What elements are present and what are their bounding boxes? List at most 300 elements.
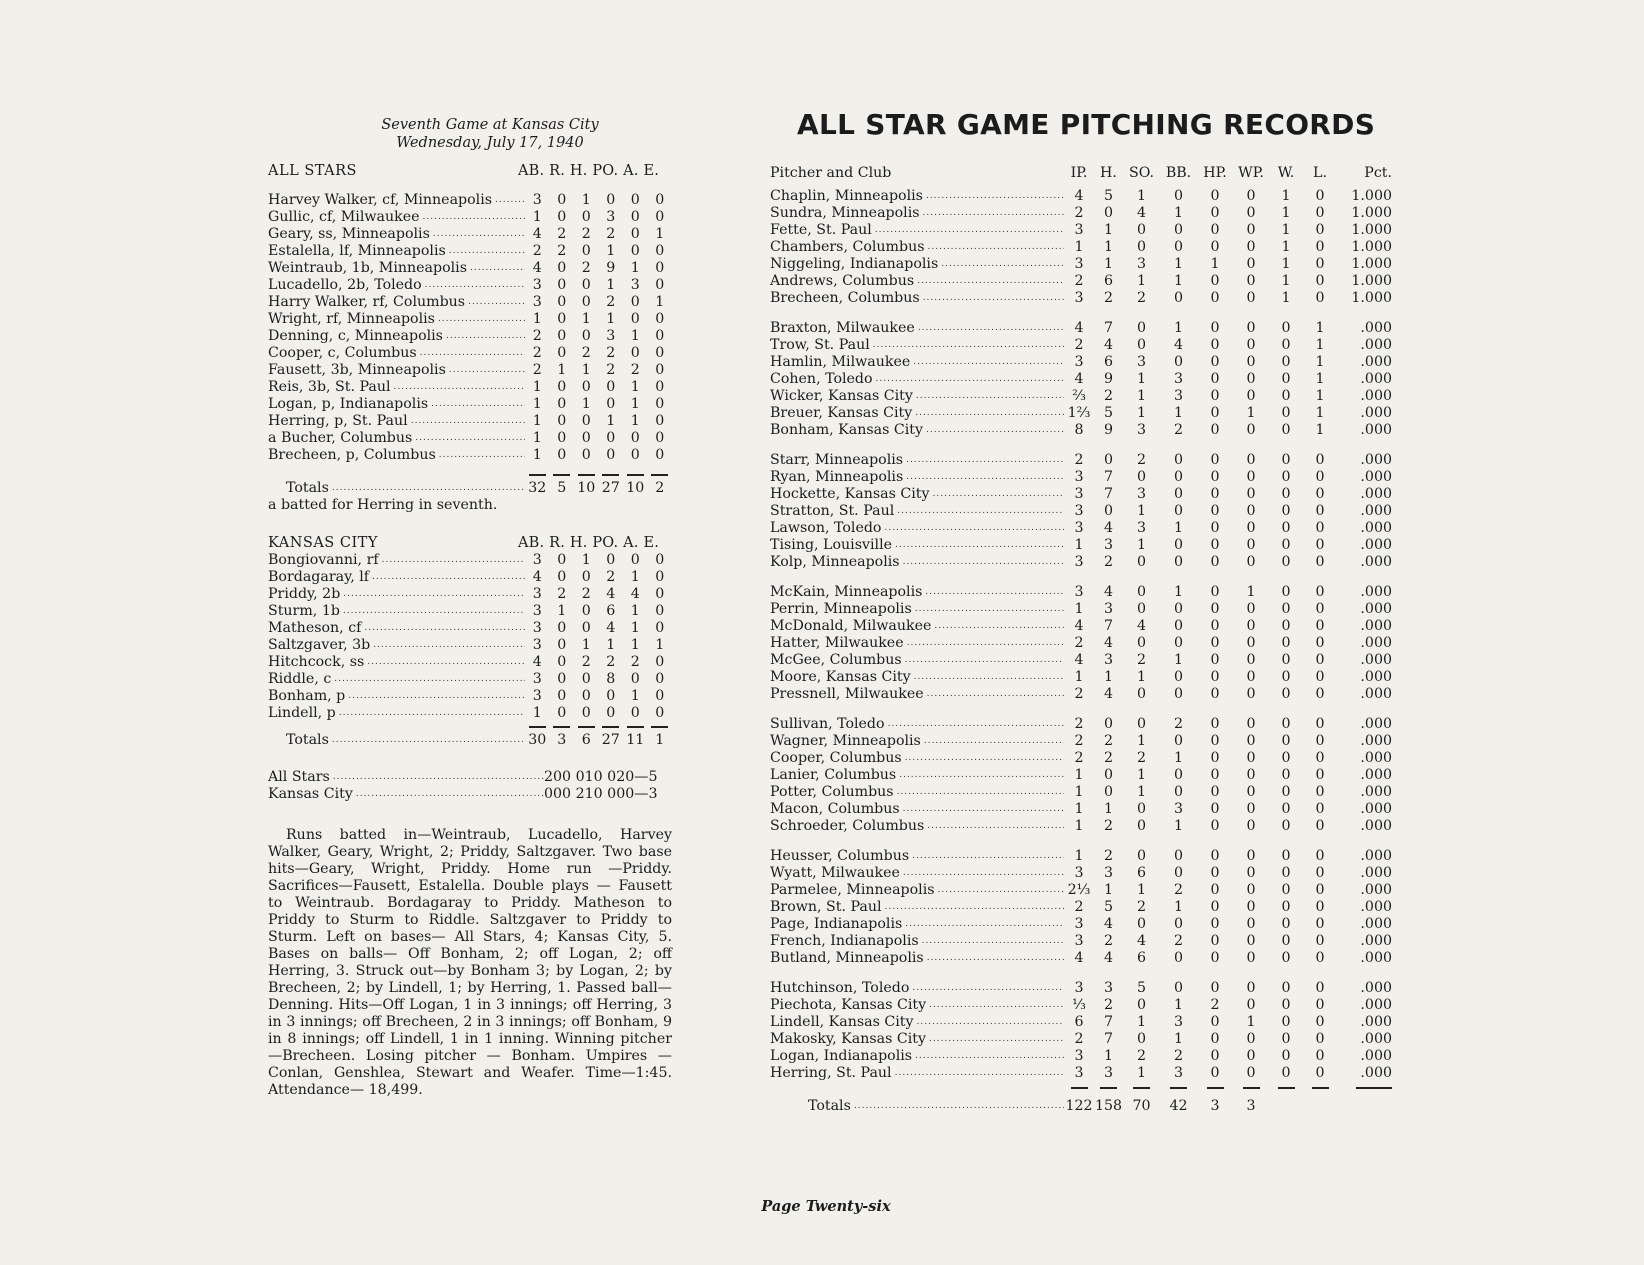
stat-h: 0 (581, 209, 591, 225)
stat-h: 5 (1103, 899, 1114, 915)
totals-cell (268, 480, 525, 497)
player-cell (268, 345, 525, 362)
stat-wp: 0 (1246, 899, 1256, 915)
inning-score: 000 210 000—3 (544, 786, 658, 802)
stat-h: 0 (581, 705, 591, 721)
stat-bb: 2 (1173, 933, 1184, 949)
stat-hp: 0 (1210, 899, 1220, 915)
leader-dots (370, 637, 525, 654)
leader-dots (894, 503, 1064, 520)
stat-w: 0 (1281, 818, 1291, 834)
player-name: a Bucher, Columbus (268, 430, 413, 446)
pitcher-cell (770, 273, 1064, 290)
pitcher-cell (770, 1031, 1064, 1048)
stat-so: 3 (1136, 520, 1147, 536)
stat-e: 0 (655, 552, 665, 568)
pitcher-name: Wyatt, Milwaukee (770, 865, 900, 881)
leader-dots (926, 997, 1064, 1014)
pitcher-name: Braxton, Milwaukee (770, 320, 915, 336)
pitcher-name: Logan, Indianapolis (770, 1048, 913, 1064)
stat-l: 0 (1315, 554, 1325, 570)
pitcher-row (770, 980, 1402, 997)
header-pct: Pct. (1364, 165, 1392, 181)
pitcher-row (770, 733, 1402, 750)
stat-r: 0 (557, 294, 567, 310)
pitcher-row (770, 916, 1402, 933)
stat-e: 0 (655, 379, 665, 395)
stat-r: 0 (557, 209, 567, 225)
leader-dots (435, 311, 525, 328)
stat-l: 0 (1315, 222, 1325, 238)
stat-l: 0 (1315, 801, 1325, 817)
stat-r: 0 (557, 447, 567, 463)
pitcher-row (770, 865, 1402, 882)
stat-w: 0 (1281, 950, 1291, 966)
player-cell (268, 226, 525, 243)
stat-h: 2 (1103, 933, 1114, 949)
stat-ab: 2 (532, 362, 542, 378)
stat-hp: 2 (1210, 997, 1220, 1013)
stat-w: 0 (1281, 405, 1291, 421)
stat-wp: 0 (1246, 1065, 1256, 1081)
stat-e: 0 (655, 396, 665, 412)
leader-dots (412, 430, 525, 447)
stat-w: 1 (1281, 273, 1291, 289)
total-e: 1 (655, 732, 665, 748)
header-h: H. (1100, 165, 1117, 181)
stat-hp: 0 (1210, 371, 1220, 387)
stat-so: 1 (1136, 784, 1147, 800)
stat-h: 2 (581, 260, 591, 276)
leader-dots (903, 452, 1064, 469)
stat-so: 0 (1136, 848, 1147, 864)
stat-ip: 1 (1074, 818, 1084, 834)
stat-so: 0 (1136, 239, 1147, 255)
pitcher-name: Wicker, Kansas City (770, 388, 913, 404)
total-a: 11 (626, 732, 645, 748)
stat-ab: 3 (532, 294, 542, 310)
stat-wp: 0 (1246, 865, 1256, 881)
stat-pct: .000 (1360, 950, 1392, 966)
batting-row (268, 603, 672, 620)
stat-bb: 3 (1173, 1065, 1184, 1081)
stat-r: 2 (557, 586, 567, 602)
stat-a: 3 (630, 277, 640, 293)
header-pitcher: Pitcher and Club (770, 165, 892, 181)
stat-hp: 0 (1210, 601, 1220, 617)
stat-po: 3 (606, 328, 616, 344)
stat-w: 0 (1281, 767, 1291, 783)
stat-bb: 0 (1173, 239, 1184, 255)
stat-so: 1 (1136, 503, 1147, 519)
batting-row (268, 192, 672, 209)
stat-e: 0 (655, 671, 665, 687)
stat-bb: 2 (1173, 882, 1184, 898)
stat-hp: 0 (1210, 1014, 1220, 1030)
batting-row (268, 637, 672, 654)
stat-so: 4 (1136, 205, 1147, 221)
stat-wp: 0 (1246, 733, 1256, 749)
header-ip: IP. (1070, 165, 1088, 181)
pitcher-name: Lindell, Kansas City (770, 1014, 914, 1030)
stat-po: 0 (606, 688, 616, 704)
stat-ab: 3 (532, 688, 542, 704)
stat-bb: 1 (1173, 205, 1184, 221)
stat-w: 0 (1281, 601, 1291, 617)
leader-dots (896, 767, 1064, 784)
stat-pct: .000 (1360, 818, 1392, 834)
stat-pct: .000 (1360, 882, 1392, 898)
batting-row (268, 260, 672, 277)
stat-wp: 0 (1246, 337, 1256, 353)
stat-wp: 0 (1246, 750, 1256, 766)
stat-h: 2 (581, 654, 591, 670)
pitcher-name: Perrin, Minneapolis (770, 601, 912, 617)
stat-so: 0 (1136, 818, 1147, 834)
stat-wp: 0 (1246, 848, 1256, 864)
stat-bb: 1 (1173, 818, 1184, 834)
stat-w: 0 (1281, 899, 1291, 915)
stat-h: 0 (1103, 767, 1114, 783)
stat-w: 0 (1281, 801, 1291, 817)
stat-r: 0 (557, 569, 567, 585)
all-stars-header (268, 162, 672, 180)
stat-wp: 1 (1246, 584, 1256, 600)
stat-hp: 0 (1210, 537, 1220, 553)
stat-hp: 0 (1210, 239, 1220, 255)
total-po: 27 (601, 480, 620, 496)
stat-wp: 0 (1246, 188, 1256, 204)
leader-dots (369, 569, 525, 586)
stat-w: 0 (1281, 554, 1291, 570)
leader-dots (903, 469, 1064, 486)
stat-so: 0 (1136, 997, 1147, 1013)
stat-w: 0 (1281, 1065, 1291, 1081)
pitcher-cell (770, 520, 1064, 537)
leader-dots (446, 243, 525, 260)
pitcher-cell (770, 554, 1064, 571)
stat-w: 0 (1281, 916, 1291, 932)
stat-ip: 3 (1074, 520, 1084, 536)
stat-h: 0 (581, 688, 591, 704)
stat-po: 0 (606, 552, 616, 568)
stat-h: 2 (581, 586, 591, 602)
stat-wp: 0 (1246, 273, 1256, 289)
stat-h: 2 (1103, 997, 1114, 1013)
leader-dots (914, 1014, 1064, 1031)
stat-a: 1 (630, 688, 640, 704)
stat-ip: 2 (1074, 733, 1084, 749)
batting-row (268, 294, 672, 311)
leader-dots (914, 273, 1064, 290)
stat-ip: 1 (1074, 767, 1084, 783)
stat-w: 1 (1281, 256, 1291, 272)
pitcher-name: Hatter, Milwaukee (770, 635, 904, 651)
totals-rule (268, 722, 672, 732)
stat-pct: .000 (1360, 371, 1392, 387)
stat-l: 0 (1315, 916, 1325, 932)
stat-ip: 2 (1074, 686, 1084, 702)
pitcher-cell (770, 1065, 1064, 1082)
stat-l: 0 (1315, 520, 1325, 536)
total-h: 158 (1094, 1098, 1123, 1114)
stat-so: 1 (1136, 882, 1147, 898)
batting-row (268, 705, 672, 722)
stat-e: 0 (655, 586, 665, 602)
pitcher-name: Cooper, Columbus (770, 750, 902, 766)
stat-a: 0 (630, 192, 640, 208)
stat-bb: 0 (1173, 848, 1184, 864)
stat-hp: 0 (1210, 1048, 1220, 1064)
line-score-team-cell (268, 769, 544, 786)
stat-bb: 0 (1173, 354, 1184, 370)
stat-w: 0 (1281, 503, 1291, 519)
stat-l: 0 (1315, 256, 1325, 272)
stat-l: 0 (1315, 469, 1325, 485)
pitcher-name: Bonham, Kansas City (770, 422, 924, 438)
pitcher-row (770, 188, 1402, 205)
stat-w: 0 (1281, 997, 1291, 1013)
stat-pct: .000 (1360, 1014, 1392, 1030)
stat-wp: 0 (1246, 618, 1256, 634)
pitcher-row (770, 750, 1402, 767)
batting-row (268, 277, 672, 294)
player-name: Priddy, 2b (268, 586, 341, 602)
leader-dots (915, 320, 1064, 337)
page-title: ALL STAR GAME PITCHING RECORDS (797, 108, 1376, 141)
stat-po: 0 (606, 447, 616, 463)
stat-ab: 2 (532, 328, 542, 344)
leader-dots (364, 654, 525, 671)
leader-dots (329, 732, 525, 749)
pitcher-group (770, 716, 1402, 835)
pitcher-cell (770, 767, 1064, 784)
pitcher-name: Wagner, Minneapolis (770, 733, 921, 749)
stat-pct: .000 (1360, 801, 1392, 817)
total-ab: 32 (528, 480, 547, 496)
stat-h: 1 (1103, 239, 1114, 255)
stat-pct: .000 (1360, 354, 1392, 370)
stat-hp: 0 (1210, 933, 1220, 949)
pitcher-name: Hockette, Kansas City (770, 486, 930, 502)
stat-hp: 0 (1210, 520, 1220, 536)
stat-l: 0 (1315, 1014, 1325, 1030)
pitcher-name: Starr, Minneapolis (770, 452, 904, 468)
stat-l: 0 (1315, 601, 1325, 617)
leader-dots (935, 882, 1064, 899)
batting-row (268, 671, 672, 688)
pitcher-name: Brecheen, Columbus (770, 290, 920, 306)
stat-pct: .000 (1360, 899, 1392, 915)
stat-so: 0 (1136, 584, 1147, 600)
stat-l: 1 (1315, 388, 1325, 404)
pitcher-cell (770, 601, 1064, 618)
pitching-column-headers (770, 164, 1402, 182)
player-name: Fausett, 3b, Minneapolis (268, 362, 446, 378)
stat-r: 2 (557, 243, 567, 259)
stat-ip: 4 (1074, 188, 1084, 204)
stat-hp: 0 (1210, 686, 1220, 702)
leader-dots (361, 620, 525, 637)
stat-h: 2 (1103, 733, 1114, 749)
batting-row (268, 586, 672, 603)
player-cell (268, 586, 525, 603)
stat-l: 0 (1315, 1048, 1325, 1064)
pitcher-row (770, 554, 1402, 571)
stat-w: 0 (1281, 371, 1291, 387)
stat-bb: 4 (1173, 337, 1184, 353)
pitcher-group (770, 188, 1402, 307)
pitcher-row (770, 1065, 1402, 1082)
stat-w: 0 (1281, 469, 1291, 485)
stat-r: 0 (557, 552, 567, 568)
stat-h: 1 (1103, 1048, 1114, 1064)
stat-wp: 0 (1246, 205, 1256, 221)
stat-e: 0 (655, 413, 665, 429)
stat-a: 0 (630, 294, 640, 310)
stat-l: 1 (1315, 371, 1325, 387)
pitcher-name: Sullivan, Toledo (770, 716, 885, 732)
stat-a: 2 (630, 654, 640, 670)
pitcher-cell (770, 899, 1064, 916)
box-score (268, 116, 672, 1099)
stat-wp: 1 (1246, 1014, 1256, 1030)
stat-hp: 0 (1210, 784, 1220, 800)
stat-h: 0 (581, 430, 591, 446)
stat-pct: .000 (1360, 554, 1392, 570)
stat-ip: 1 (1074, 537, 1084, 553)
stat-hp: 0 (1210, 801, 1220, 817)
stat-l: 0 (1315, 865, 1325, 881)
stat-wp: 0 (1246, 1048, 1256, 1064)
stat-w: 0 (1281, 537, 1291, 553)
leader-dots (902, 652, 1064, 669)
stat-w: 0 (1281, 1031, 1291, 1047)
stat-so: 0 (1136, 635, 1147, 651)
total-h: 6 (581, 732, 591, 748)
stat-a: 1 (630, 637, 640, 653)
stat-hp: 0 (1210, 273, 1220, 289)
pitcher-name: Page, Indianapolis (770, 916, 903, 932)
pitcher-cell (770, 652, 1064, 669)
stat-bb: 3 (1173, 371, 1184, 387)
pitcher-row (770, 290, 1402, 307)
player-cell (268, 379, 525, 396)
stat-bb: 0 (1173, 686, 1184, 702)
stat-po: 1 (606, 243, 616, 259)
stat-pct: .000 (1360, 601, 1392, 617)
line-score (268, 769, 672, 803)
stat-ip: 3 (1074, 290, 1084, 306)
stat-hp: 0 (1210, 980, 1220, 996)
stat-so: 2 (1136, 1048, 1147, 1064)
pitcher-row (770, 337, 1402, 354)
stat-so: 1 (1136, 371, 1147, 387)
leader-dots (340, 586, 525, 603)
stat-bb: 0 (1173, 503, 1184, 519)
stat-pct: .000 (1360, 997, 1392, 1013)
total-a: 10 (626, 480, 645, 496)
stat-wp: 0 (1246, 767, 1256, 783)
pitcher-name: Herring, St. Paul (770, 1065, 892, 1081)
batting-row (268, 328, 672, 345)
pitcher-cell (770, 469, 1064, 486)
stat-h: 1 (581, 192, 591, 208)
header-so: SO. (1128, 165, 1155, 181)
stat-hp: 0 (1210, 222, 1220, 238)
stat-po: 4 (606, 620, 616, 636)
player-cell (268, 430, 525, 447)
stat-ip: 2 (1074, 635, 1084, 651)
pitcher-row (770, 584, 1402, 601)
batting-row (268, 569, 672, 586)
stat-w: 0 (1281, 486, 1291, 502)
stat-r: 0 (557, 277, 567, 293)
stat-wp: 0 (1246, 354, 1256, 370)
pitcher-name: Pressnell, Milwaukee (770, 686, 924, 702)
stat-wp: 0 (1246, 422, 1256, 438)
stat-bb: 1 (1173, 520, 1184, 536)
stat-pct: 1.000 (1351, 256, 1392, 272)
leader-dots (873, 371, 1064, 388)
leader-dots (408, 413, 525, 430)
game-summary: Runs batted in—Weintraub, Lucadello, Harvey Walker, Geary, Wright, 2; Priddy, Saltzgaver. Two base hits—Geary, Wright, Priddy. Home run —Priddy. Sacrifices—Fausett, Estalella. Double plays — Fausett to Weintraub. Bordagaray to Priddy. Matheson to Priddy to Sturm to Riddle. Saltzgaver to Priddy to Sturm. Left on bases— All Stars, 4; Kansas City, 5. Bases on balls— Off Bonham, 2; off Logan, 2; off Herring, 3. Struck out—by Bonham 3; by Logan, 2; by Brecheen, 2; by Lindell, 1; by Herring, 1. Passed ball—Denning. Hits—Off Logan, 1 in 3 innings; off Herring, 3 in 3 innings; off Brecheen, 2 in 3 innings; off Bonham, 9 in 8 innings; off Lindell, 1 in 1 inning. Winning pitcher—Brecheen. Losing pitcher — Bonham. Umpires — Conlan, Genshlea, Stewart and Weafer. Time—1:45. Attendance— 18,499. (268, 827, 672, 1098)
pitcher-cell (770, 222, 1064, 239)
stat-hp: 0 (1210, 716, 1220, 732)
group-spacer (770, 439, 1402, 452)
pitcher-row (770, 222, 1402, 239)
stat-bb: 1 (1173, 584, 1184, 600)
stat-ip: 6 (1074, 1014, 1084, 1030)
stat-pct: .000 (1360, 865, 1392, 881)
pitcher-group (770, 980, 1402, 1082)
stat-ab: 2 (532, 243, 542, 259)
stat-pct: .000 (1360, 469, 1392, 485)
pitcher-name: McKain, Minneapolis (770, 584, 923, 600)
pitcher-name: Cohen, Toledo (770, 371, 873, 387)
stat-r: 0 (557, 688, 567, 704)
pitcher-row (770, 652, 1402, 669)
stat-ip: 2 (1074, 273, 1084, 289)
stat-ip: 2 (1074, 899, 1084, 915)
stat-wp: 0 (1246, 486, 1256, 502)
player-cell (268, 603, 525, 620)
totals-row (268, 480, 672, 497)
pitcher-row (770, 997, 1402, 1014)
pitcher-cell (770, 205, 1064, 222)
player-name: Hitchcock, ss (268, 654, 365, 670)
pitcher-name: Stratton, St. Paul (770, 503, 895, 519)
group-spacer (770, 703, 1402, 716)
pitcher-name: Schroeder, Columbus (770, 818, 925, 834)
player-cell (268, 396, 525, 413)
totals-label: Totals (286, 732, 329, 748)
stat-po: 0 (606, 379, 616, 395)
player-cell (268, 277, 525, 294)
stat-so: 1 (1136, 405, 1147, 421)
batting-row (268, 447, 672, 464)
stat-h: 2 (581, 226, 591, 242)
stat-a: 1 (630, 260, 640, 276)
pitcher-cell (770, 256, 1064, 273)
stat-hp: 0 (1210, 669, 1220, 685)
stat-l: 0 (1315, 882, 1325, 898)
stat-wp: 0 (1246, 669, 1256, 685)
pitcher-row (770, 273, 1402, 290)
stat-l: 0 (1315, 537, 1325, 553)
pitcher-row (770, 1031, 1402, 1048)
stat-l: 0 (1315, 652, 1325, 668)
